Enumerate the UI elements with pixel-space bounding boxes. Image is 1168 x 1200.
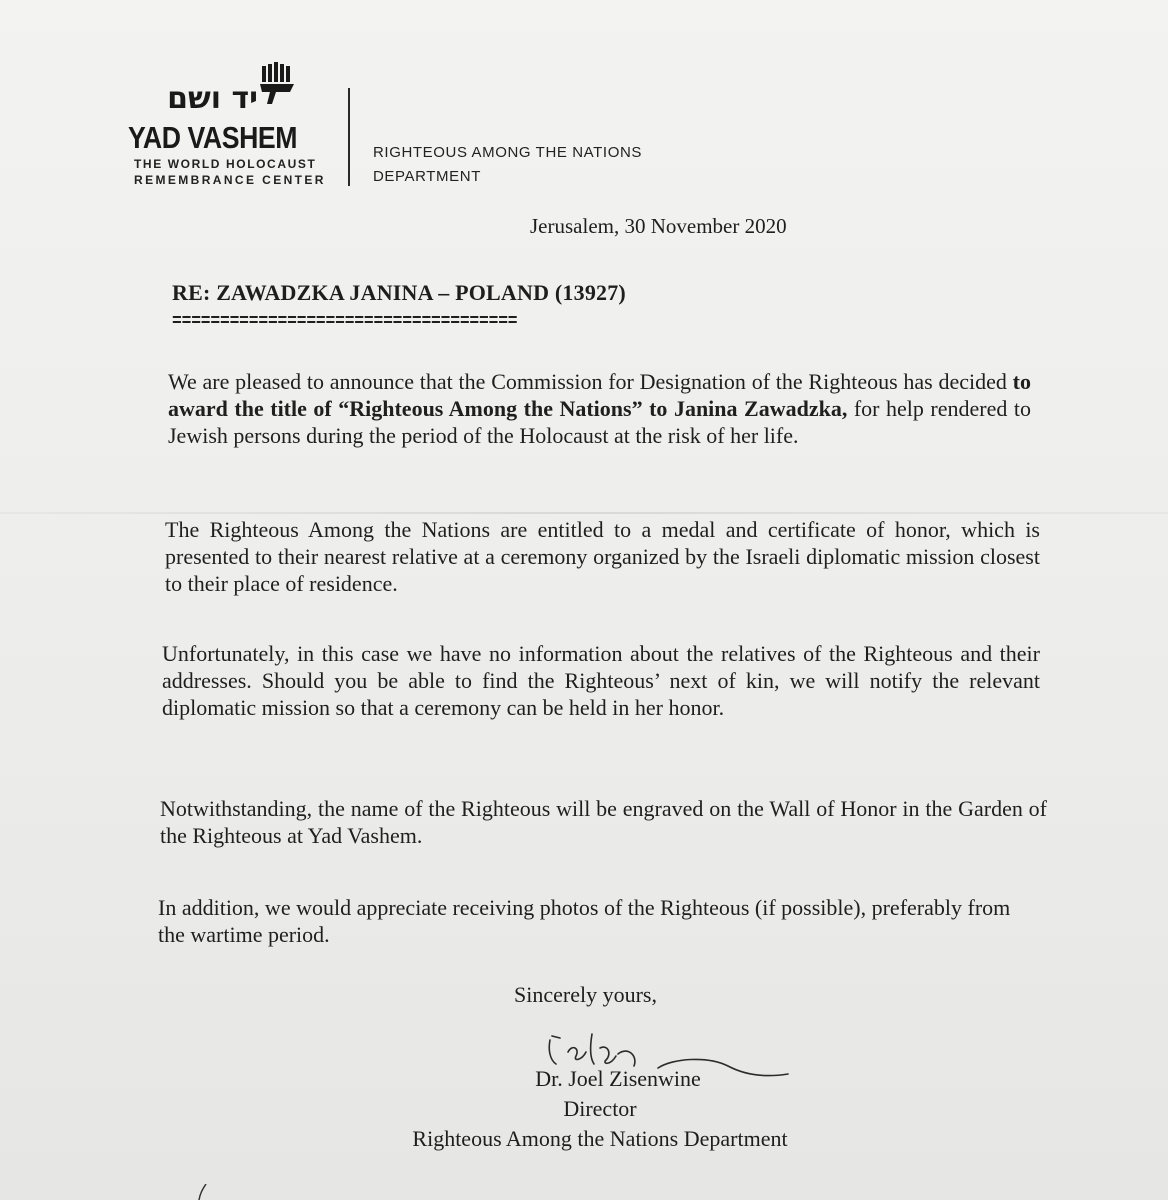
yad-vashem-logo — [128, 62, 328, 192]
paragraph-award-bold: to award the title of “Righteous Among the Nations” to Janina Zawadzka, — [168, 369, 1031, 421]
paragraph-medal: The Righteous Among the Nations are entitled to a medal and certificate of honor, which is presented to their nearest relative at a ceremony organized by the Israeli diplomatic mission closest to their place of residence. — [165, 517, 1040, 596]
subject-line: RE: ZAWADZKA JANINA – POLAND (13927) — [172, 280, 626, 305]
date-line: Jerusalem, 30 November 2020 — [530, 214, 787, 238]
logo-subtitle-line1: THE WORLD HOLOCAUST — [134, 157, 317, 171]
paragraph-award-end: for help rendered to Jewish persons during the period of the Holocaust at the risk of her life. — [168, 396, 1031, 448]
logo-subtitle-line2: REMEMBRANCE CENTER — [134, 173, 326, 187]
logo-hebrew-text: יד ושם — [167, 81, 258, 116]
header-divider — [348, 88, 350, 186]
paragraph-relatives: Unfortunately, in this case we have no information about the relatives of the Righteous and their addresses. Should you be able to find the Righteous’ next of kin, we will notify the relevant diplomatic mission so that a ceremony can be held in her honor. — [162, 641, 1040, 720]
closing-line: Sincerely yours, — [514, 982, 657, 1007]
logo-name: YAD VASHEM — [128, 120, 298, 155]
paper-fold-line — [0, 512, 1168, 514]
paragraph-wall-of-honor: Notwithstanding, the name of the Righteous will be engraved on the Wall of Honor in the Garden of the Righteous at Yad Vashem. — [160, 796, 1047, 848]
paragraph-photos: In addition, we would appreciate receiving photos of the Righteous (if possible), preferably from the wartime period. — [158, 895, 1011, 947]
logo-subtitle — [134, 156, 326, 188]
signature-block — [340, 1064, 860, 1154]
pen-mark — [196, 1184, 210, 1200]
menorah-hand-icon — [256, 62, 300, 106]
department-heading — [373, 141, 642, 189]
signatory-department: Righteous Among the Nations Department — [412, 1126, 788, 1151]
signatory-title: Director — [563, 1096, 637, 1121]
signatory-name: Dr. Joel Zisenwine — [535, 1066, 701, 1091]
paragraph-award-start: We are pleased to announce that the Commission for Designation of the Righteous has decided — [168, 369, 1013, 394]
department-line1: RIGHTEOUS AMONG THE NATIONS — [373, 144, 643, 161]
subject-underline: ==================================== — [172, 312, 518, 332]
department-line2: DEPARTMENT — [373, 168, 481, 185]
paragraph-award — [168, 368, 1031, 449]
